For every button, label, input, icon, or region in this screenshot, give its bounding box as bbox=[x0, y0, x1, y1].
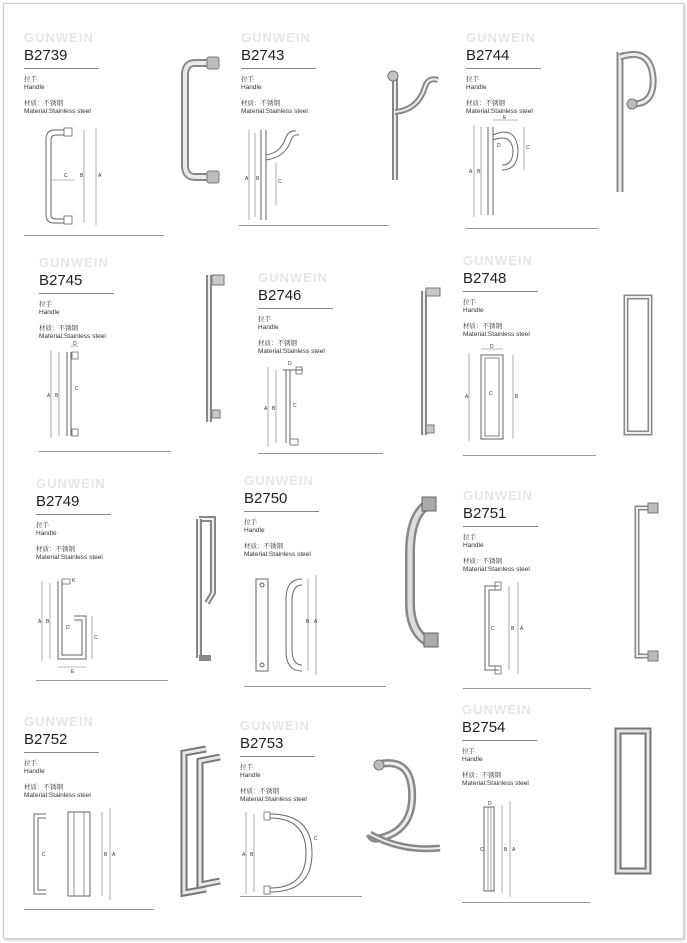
dim-label-c: C bbox=[75, 386, 79, 392]
label-en: Handle bbox=[24, 84, 45, 91]
title-underline bbox=[24, 752, 99, 753]
dim-label-d: D bbox=[288, 361, 292, 367]
dim-label-a: A bbox=[242, 852, 246, 858]
label-cn: 拉手 bbox=[39, 301, 52, 308]
title-underline bbox=[36, 514, 111, 515]
dim-label-c: C bbox=[94, 635, 98, 641]
dim-label-c: C bbox=[42, 852, 46, 858]
product-code: B2746 bbox=[258, 287, 302, 304]
technical-drawing bbox=[244, 571, 354, 681]
dim-label-b: B bbox=[55, 393, 59, 399]
product-code: B2739 bbox=[24, 47, 68, 64]
material-en: Material:Stainless steel bbox=[463, 331, 530, 338]
label-en: Handle bbox=[24, 768, 45, 775]
product-meta bbox=[244, 519, 311, 559]
material-cn: 材质：不锈钢 bbox=[258, 340, 297, 347]
dim-label-b: B bbox=[306, 619, 310, 625]
title-underline bbox=[241, 68, 316, 69]
product-photo-b2751 bbox=[622, 500, 662, 665]
label-en: Handle bbox=[462, 756, 483, 763]
dim-label-c: C bbox=[278, 179, 282, 185]
product-card-b2751 bbox=[463, 488, 643, 713]
title-underline bbox=[244, 511, 319, 512]
dim-label-d: D bbox=[488, 801, 492, 807]
dim-label-b: B bbox=[511, 626, 515, 632]
material-en: Material:Stainless steel bbox=[36, 554, 103, 561]
dim-label-c: C bbox=[480, 847, 484, 853]
dim-label-d: D bbox=[73, 341, 77, 347]
dim-label-a: A bbox=[512, 847, 516, 853]
section-divider bbox=[463, 688, 591, 689]
dim-label-c: C bbox=[491, 626, 495, 632]
dim-label-a: A bbox=[314, 619, 318, 625]
product-meta bbox=[36, 522, 103, 562]
dim-label-a: A bbox=[264, 406, 268, 412]
material-cn: 材质：不锈钢 bbox=[463, 558, 502, 565]
product-photo-b2749 bbox=[189, 513, 224, 665]
material-cn: 材质：不锈钢 bbox=[24, 784, 63, 791]
title-underline bbox=[466, 68, 541, 69]
dim-label-c: C bbox=[314, 836, 318, 842]
section-divider bbox=[36, 680, 168, 681]
label-cn: 拉手 bbox=[258, 316, 271, 323]
product-code: B2748 bbox=[463, 270, 507, 287]
technical-drawing bbox=[241, 125, 341, 230]
watermark: GUNWEIN bbox=[24, 30, 94, 45]
product-code: B2751 bbox=[463, 505, 507, 522]
dim-label-k: K bbox=[72, 578, 76, 584]
product-card-b2750 bbox=[244, 473, 424, 698]
product-meta bbox=[466, 76, 533, 116]
dim-label-d: D bbox=[490, 344, 494, 350]
watermark: GUNWEIN bbox=[463, 488, 533, 503]
label-en: Handle bbox=[241, 84, 262, 91]
dim-label-c: C bbox=[64, 173, 68, 179]
product-code: B2750 bbox=[244, 490, 288, 507]
section-divider bbox=[239, 225, 389, 226]
title-underline bbox=[39, 293, 114, 294]
section-divider bbox=[39, 451, 171, 452]
title-underline bbox=[240, 756, 315, 757]
material-cn: 材质：不锈钢 bbox=[36, 546, 75, 553]
label-cn: 拉手 bbox=[462, 748, 475, 755]
technical-drawing bbox=[240, 808, 350, 903]
label-cn: 拉手 bbox=[466, 76, 479, 83]
product-photo-b2746 bbox=[412, 283, 447, 441]
product-code: B2754 bbox=[462, 719, 506, 736]
label-cn: 拉手 bbox=[463, 299, 476, 306]
dim-label-c: C bbox=[526, 145, 530, 151]
product-photo-b2754 bbox=[610, 727, 660, 877]
technical-drawing bbox=[24, 804, 134, 909]
material-cn: 材质：不锈钢 bbox=[240, 788, 279, 795]
dim-label-e: E bbox=[71, 669, 75, 675]
dim-label-a: A bbox=[520, 626, 524, 632]
product-photo-b2752 bbox=[170, 743, 230, 903]
technical-drawing bbox=[463, 343, 563, 453]
section-divider bbox=[24, 235, 164, 236]
label-en: Handle bbox=[244, 527, 265, 534]
label-cn: 拉手 bbox=[24, 76, 37, 83]
dim-label-b: B bbox=[256, 176, 260, 182]
title-underline bbox=[463, 526, 538, 527]
technical-drawing bbox=[462, 797, 562, 902]
technical-drawing bbox=[39, 340, 139, 445]
dim-label-b: B bbox=[46, 619, 50, 625]
label-en: Handle bbox=[258, 324, 279, 331]
dim-label-b: B bbox=[477, 169, 481, 175]
product-card-b2748 bbox=[463, 253, 643, 478]
watermark: GUNWEIN bbox=[462, 702, 532, 717]
technical-drawing bbox=[463, 578, 563, 683]
material-cn: 材质：不锈钢 bbox=[462, 772, 501, 779]
label-cn: 拉手 bbox=[463, 534, 476, 541]
dim-label-a: A bbox=[112, 852, 116, 858]
product-photo-b2750 bbox=[400, 493, 450, 658]
material-cn: 材质：不锈钢 bbox=[463, 323, 502, 330]
dim-label-b: B bbox=[80, 173, 84, 179]
label-cn: 拉手 bbox=[240, 764, 253, 771]
label-cn: 拉手 bbox=[36, 522, 49, 529]
technical-drawing bbox=[258, 355, 358, 455]
section-divider bbox=[24, 909, 154, 910]
product-meta bbox=[241, 76, 308, 116]
product-photo-b2753 bbox=[362, 756, 447, 861]
material-en: Material:Stainless steel bbox=[466, 108, 533, 115]
material-en: Material:Stainless steel bbox=[24, 108, 91, 115]
material-cn: 材质：不锈钢 bbox=[39, 325, 78, 332]
section-divider bbox=[466, 228, 598, 229]
product-code: B2752 bbox=[24, 731, 68, 748]
material-en: Material:Stainless steel bbox=[24, 792, 91, 799]
dim-label-a: A bbox=[98, 173, 102, 179]
label-en: Handle bbox=[240, 772, 261, 779]
product-code: B2745 bbox=[39, 272, 83, 289]
product-photo-b2739 bbox=[175, 55, 225, 190]
label-en: Handle bbox=[463, 307, 484, 314]
dim-label-a: A bbox=[469, 169, 473, 175]
product-code: B2743 bbox=[241, 47, 285, 64]
watermark: GUNWEIN bbox=[463, 253, 533, 268]
material-en: Material:Stainless steel bbox=[244, 551, 311, 558]
section-divider bbox=[258, 453, 383, 454]
watermark: GUNWEIN bbox=[36, 476, 106, 491]
dim-label-c: C bbox=[293, 403, 297, 409]
product-meta bbox=[258, 316, 325, 356]
dim-label-c: C bbox=[489, 391, 493, 397]
dim-label-b: B bbox=[515, 394, 519, 400]
label-cn: 拉手 bbox=[244, 519, 257, 526]
product-meta bbox=[24, 76, 91, 116]
section-divider bbox=[240, 896, 362, 897]
dim-label-d: D bbox=[66, 625, 70, 631]
label-en: Handle bbox=[466, 84, 487, 91]
technical-drawing bbox=[466, 115, 576, 225]
label-en: Handle bbox=[39, 309, 60, 316]
product-meta bbox=[462, 748, 529, 788]
dim-label-b: B bbox=[504, 847, 508, 853]
title-underline bbox=[463, 291, 538, 292]
dim-label-a: A bbox=[38, 619, 42, 625]
title-underline bbox=[462, 740, 537, 741]
product-meta bbox=[240, 764, 307, 804]
dim-label-a: A bbox=[245, 176, 249, 182]
watermark: GUNWEIN bbox=[241, 30, 311, 45]
product-photo-b2743 bbox=[383, 62, 443, 187]
watermark: GUNWEIN bbox=[244, 473, 314, 488]
product-photo-b2745 bbox=[197, 270, 232, 428]
dim-label-e: E bbox=[503, 115, 507, 121]
section-divider bbox=[462, 902, 590, 903]
dim-label-a: A bbox=[465, 394, 469, 400]
product-card-b2745 bbox=[39, 255, 219, 480]
watermark: GUNWEIN bbox=[240, 718, 310, 733]
label-cn: 拉手 bbox=[241, 76, 254, 83]
product-card-b2746 bbox=[258, 270, 438, 495]
material-en: Material:Stainless steel bbox=[463, 566, 530, 573]
title-underline bbox=[24, 68, 99, 69]
dim-label-b: B bbox=[250, 852, 254, 858]
material-cn: 材质：不锈钢 bbox=[241, 100, 280, 107]
label-en: Handle bbox=[463, 542, 484, 549]
dim-label-d: D bbox=[497, 143, 501, 149]
watermark: GUNWEIN bbox=[24, 714, 94, 729]
product-photo-b2748 bbox=[620, 293, 658, 438]
product-photo-b2744 bbox=[605, 42, 665, 197]
technical-drawing bbox=[34, 125, 124, 235]
product-meta bbox=[24, 760, 91, 800]
watermark: GUNWEIN bbox=[258, 270, 328, 285]
material-en: Material:Stainless steel bbox=[462, 780, 529, 787]
dim-label-a: A bbox=[47, 393, 51, 399]
dim-label-b: B bbox=[272, 406, 276, 412]
material-cn: 材质：不锈钢 bbox=[244, 543, 283, 550]
watermark: GUNWEIN bbox=[39, 255, 109, 270]
label-cn: 拉手 bbox=[24, 760, 37, 767]
product-code: B2749 bbox=[36, 493, 80, 510]
dim-label-b: B bbox=[104, 852, 108, 858]
watermark: GUNWEIN bbox=[466, 30, 536, 45]
section-divider bbox=[244, 686, 386, 687]
product-meta bbox=[463, 534, 530, 574]
product-meta bbox=[463, 299, 530, 339]
material-en: Material:Stainless steel bbox=[39, 333, 106, 340]
material-cn: 材质：不锈钢 bbox=[466, 100, 505, 107]
material-en: Material:Stainless steel bbox=[241, 108, 308, 115]
material-en: Material:Stainless steel bbox=[258, 348, 325, 355]
section-divider bbox=[463, 455, 596, 456]
material-en: Material:Stainless steel bbox=[240, 796, 307, 803]
material-cn: 材质：不锈钢 bbox=[24, 100, 63, 107]
product-code: B2744 bbox=[466, 47, 510, 64]
product-meta bbox=[39, 301, 106, 341]
product-code: B2753 bbox=[240, 735, 284, 752]
title-underline bbox=[258, 308, 333, 309]
label-en: Handle bbox=[36, 530, 57, 537]
technical-drawing bbox=[36, 571, 146, 676]
